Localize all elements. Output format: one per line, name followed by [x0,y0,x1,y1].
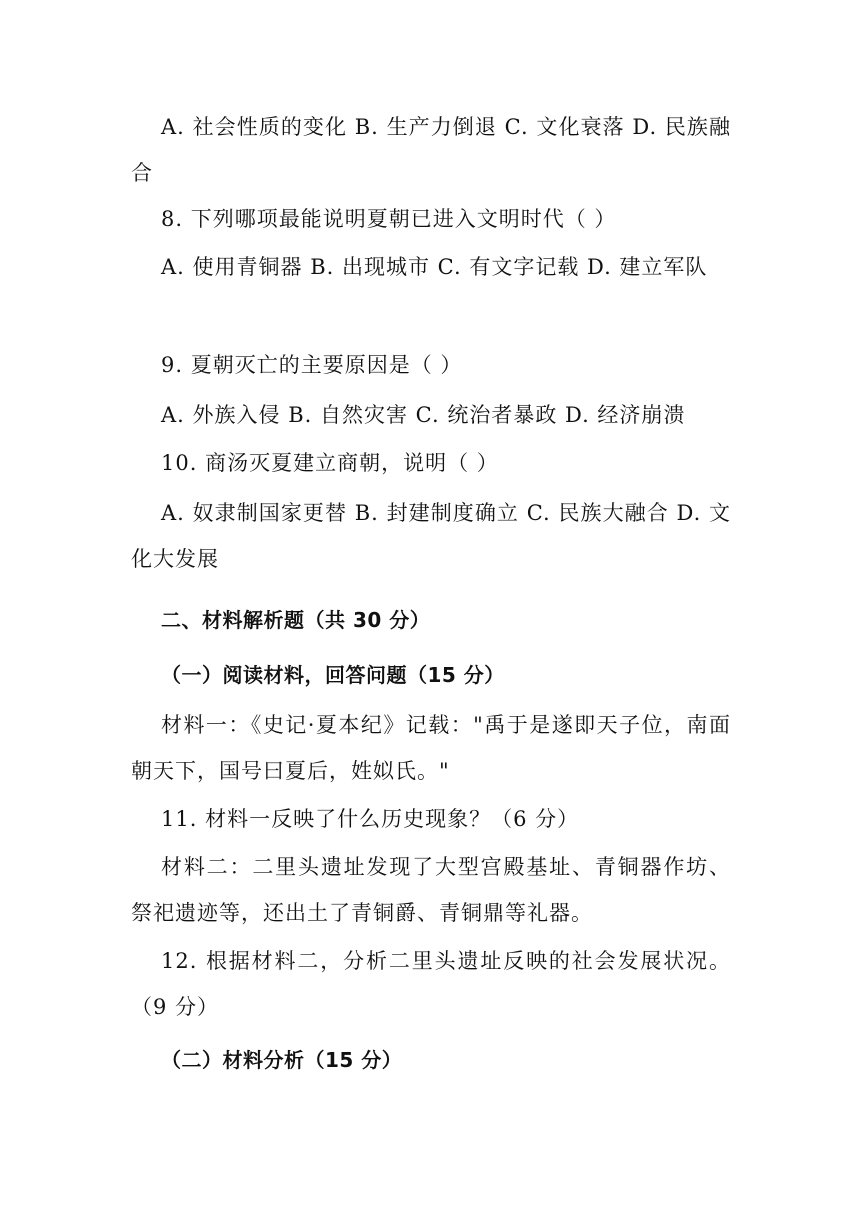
part1-title: （一）阅读材料，回答问题（15 分） [161,663,505,687]
q8-options: A. 使用青铜器 B. 出现城市 C. 有文字记载 D. 建立军队 [161,255,708,279]
q12: 12. 根据材料二，分析二里头遗址反映的社会发展状况。（9 分） [131,949,731,1019]
material1: 材料一：《史记·夏本纪》记载："禹于是遂即天子位，南面朝天下，国号曰夏后，姓姒氏。" [131,713,731,783]
material2: 材料二：二里头遗址发现了大型宫殿基址、青铜器作坊、祭祀遗迹等，还出土了青铜爵、青铜鼎等礼器。 [131,855,731,925]
q9-options: A. 外族入侵 B. 自然灾害 C. 统治者暴政 D. 经济崩溃 [161,403,686,427]
q11: 11. 材料一反映了什么历史现象？（6 分） [161,807,580,831]
q8-stem: 8. 下列哪项最能说明夏朝已进入文明时代（ ） [161,207,617,231]
q9-stem: 9. 夏朝灭亡的主要原因是（ ） [161,353,463,377]
q7-options: A. 社会性质的变化 B. 生产力倒退 C. 文化衰落 D. 民族融合 [131,115,731,185]
section2-title: 二、材料解析题（共 30 分） [161,608,431,632]
q10-stem: 10. 商汤灭夏建立商朝，说明（ ） [161,451,499,475]
part2-title: （二）材料分析（15 分） [161,1048,403,1072]
q10-options: A. 奴隶制国家更替 B. 封建制度确立 C. 民族大融合 D. 文化大发展 [131,501,731,571]
